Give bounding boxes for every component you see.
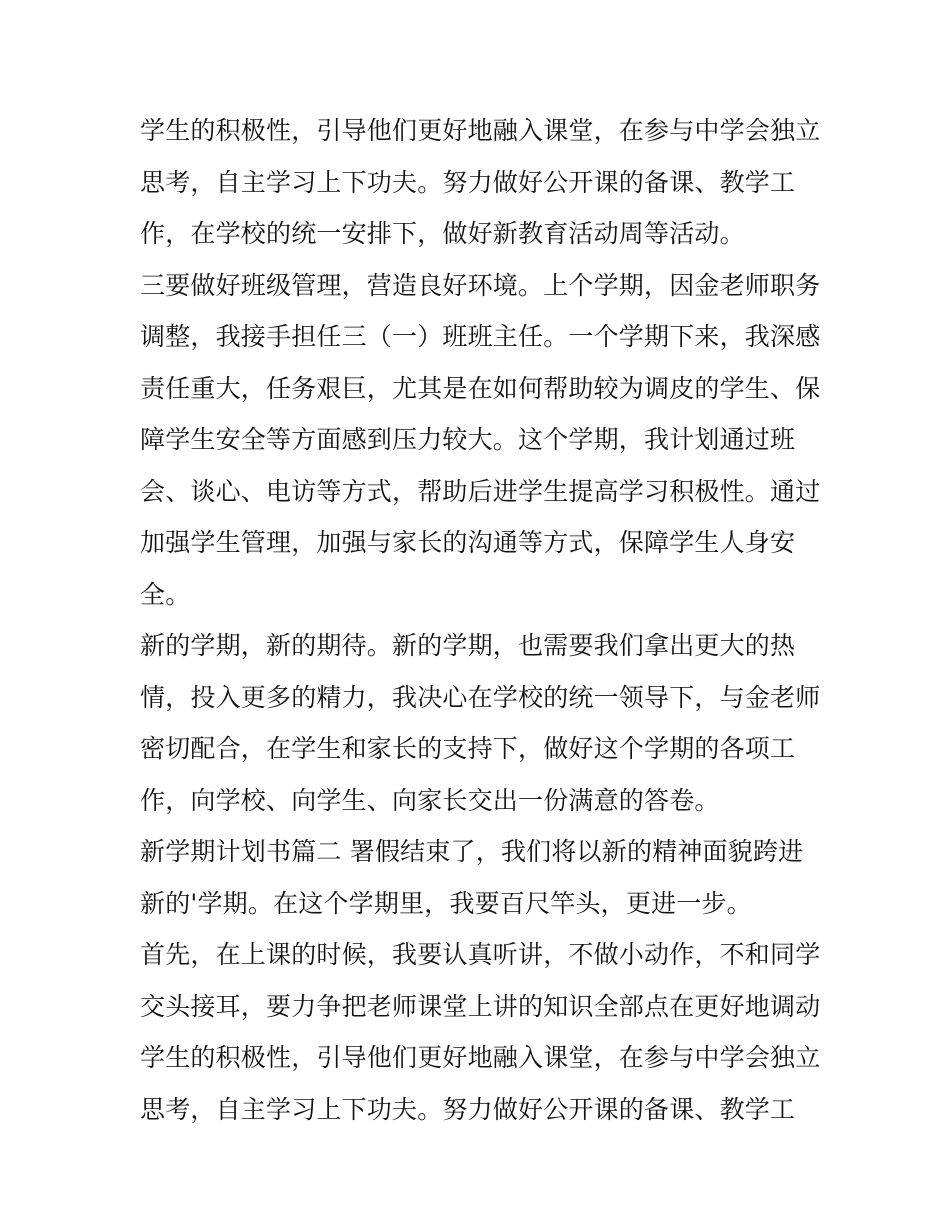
text-line-10: 全。	[140, 579, 191, 609]
text-line-12: 情，投入更多的精力，我决心在学校的统一领导下，与金老师	[140, 682, 821, 712]
text-line-11: 新的学期，新的期待。新的学期，也需要我们拿出更大的热	[140, 631, 796, 660]
text-line-3: 作，在学校的统一安排下，做好新教育活动周等活动。	[140, 219, 745, 248]
text-line-9: 加强学生管理，加强与家长的沟通等方式，保障学生人身安	[140, 528, 796, 557]
text-line-18: 交头接耳，要力争把老师课堂上讲的知识全部点在更好地调动	[140, 991, 821, 1021]
text-line-16: 新的'学期。在这个学期里，我要百尺竿头，更进一步。	[140, 888, 752, 918]
text-line-17: 首先，在上课的时候，我要认真听讲，不做小动作，不和同学	[140, 940, 821, 969]
text-line-8: 会、谈心、电访等方式，帮助后进学生提高学习积极性。通过	[140, 476, 821, 506]
text-line-1: 学生的积极性，引导他们更好地融入课堂，在参与中学会独立	[140, 116, 821, 145]
text-line-14: 作，向学校、向学生、向家长交出一份满意的答卷。	[140, 785, 720, 815]
text-line-20: 思考，自主学习上下功夫。努力做好公开课的备课、教学工	[140, 1094, 796, 1124]
text-line-19: 学生的积极性，引导他们更好地融入课堂，在参与中学会独立	[140, 1043, 821, 1072]
text-line-13: 密切配合，在学生和家长的支持下，做好这个学期的各项工	[140, 734, 796, 763]
text-line-2: 思考，自主学习上下功夫。努力做好公开课的备课、教学工	[140, 167, 796, 197]
text-line-7: 障学生安全等方面感到压力较大。这个学期，我计划通过班	[140, 425, 796, 454]
document-body	[140, 105, 820, 1135]
text-line-5: 调整，我接手担任三（一）班班主任。一个学期下来，我深感	[140, 322, 821, 351]
text-line-6: 责任重大，任务艰巨，尤其是在如何帮助较为调皮的学生、保	[140, 373, 821, 403]
text-line-15: 新学期计划书篇二 署假结束了，我们将以新的精神面貌跨进	[140, 837, 804, 866]
text-line-4: 三要做好班级管理，营造良好环境。上个学期，因金老师职务	[140, 270, 821, 300]
